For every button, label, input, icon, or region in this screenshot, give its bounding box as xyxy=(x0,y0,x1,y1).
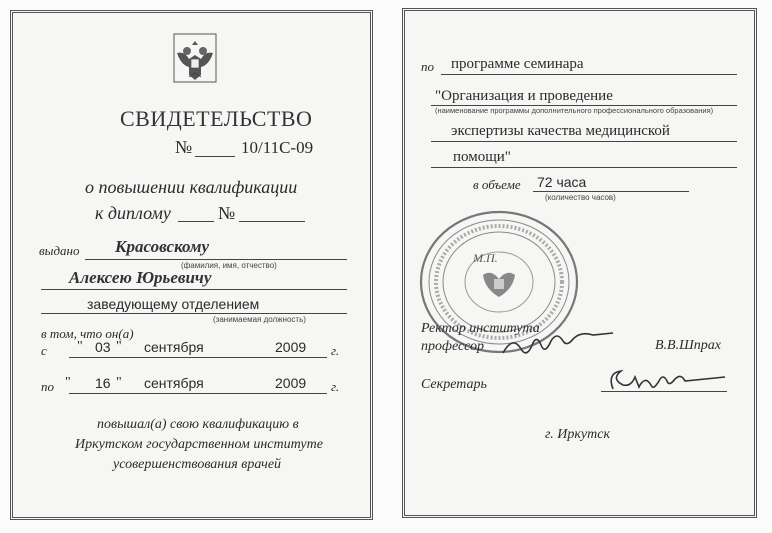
from-quote-open: " xyxy=(77,339,83,354)
recipient-position: заведующему отделением xyxy=(87,296,260,312)
program-line-1-underline xyxy=(441,74,737,75)
secretary-signature-icon xyxy=(605,363,735,399)
left-page xyxy=(10,10,373,520)
to-year: 2009 xyxy=(275,375,307,391)
from-day: 03 xyxy=(95,339,111,355)
stamp-mp-label: М.П. xyxy=(473,251,498,265)
from-year: 2009 xyxy=(275,339,307,355)
name-underline xyxy=(41,289,347,290)
right-page xyxy=(402,8,757,518)
issued-label: выдано xyxy=(39,243,80,258)
volume-label: в объеме xyxy=(473,177,521,192)
recipient-surname: Красовскому xyxy=(115,237,210,256)
volume-value: 72 часа xyxy=(537,174,587,190)
program-hint: (наименование программы дополнительного профессионального образования) xyxy=(435,106,714,115)
diploma-number-prefix: № xyxy=(218,203,236,223)
certificate-title: СВИДЕТЕЛЬСТВО xyxy=(120,106,313,131)
city-label: г. Иркутск xyxy=(545,427,611,442)
from-month: сентября xyxy=(144,339,204,355)
program-prefix: по xyxy=(421,59,434,74)
from-quote-close: " xyxy=(116,339,122,354)
qualification-line-1: о повышении квалификации xyxy=(85,177,298,197)
to-quote-close: " xyxy=(116,375,122,390)
secretary-label: Секретарь xyxy=(421,377,487,392)
program-line-2: "Организация и проведение xyxy=(435,88,613,104)
qualification-line-2: к диплому xyxy=(95,203,171,223)
body-line-2: Иркутском государственном институте xyxy=(75,437,323,452)
program-line-1: программе семинара xyxy=(451,56,584,72)
to-label: по xyxy=(41,379,54,394)
to-year-suffix: г. xyxy=(331,379,340,394)
recipient-name-patronymic: Алексею Юрьевичу xyxy=(69,268,212,287)
from-date-underline xyxy=(69,357,327,358)
from-year-suffix: г. xyxy=(331,343,340,358)
double-headed-eagle-emblem-icon xyxy=(173,33,217,83)
position-underline xyxy=(41,313,347,314)
diploma-number-underline xyxy=(239,221,305,222)
rector-label: Ректор института xyxy=(421,321,540,336)
rector-name: В.В.Шпрах xyxy=(655,338,721,353)
in-that-label: в том, что он(а) xyxy=(41,326,134,341)
to-quote-open: " xyxy=(65,375,71,390)
program-line-4: помощи" xyxy=(453,149,511,165)
body-line-1: повышал(а) свою квалификацию в xyxy=(97,417,299,432)
volume-underline xyxy=(533,191,689,192)
number-underline xyxy=(195,156,235,157)
diploma-series-underline xyxy=(178,221,214,222)
position-hint: (занимаемая должность) xyxy=(213,315,306,324)
from-label: с xyxy=(41,343,47,358)
secretary-signature-underline xyxy=(601,391,727,392)
fio-hint: (фамилия, имя, отчество) xyxy=(181,261,277,270)
hours-hint: (количество часов) xyxy=(545,193,616,202)
to-month: сентября xyxy=(144,375,204,391)
certificate-number: 10/11С-09 xyxy=(241,138,314,157)
surname-underline xyxy=(85,259,347,260)
program-line-3: экспертизы качества медицинской xyxy=(451,123,670,139)
to-date-underline xyxy=(69,393,327,394)
body-line-3: усовершенствования врачей xyxy=(113,457,282,472)
to-day: 16 xyxy=(95,375,111,391)
professor-label: профессор xyxy=(421,339,485,354)
program-line-4-underline xyxy=(431,167,737,168)
rector-signature-icon xyxy=(501,331,621,361)
program-line-3-underline xyxy=(431,141,737,142)
number-prefix: № xyxy=(175,137,193,157)
